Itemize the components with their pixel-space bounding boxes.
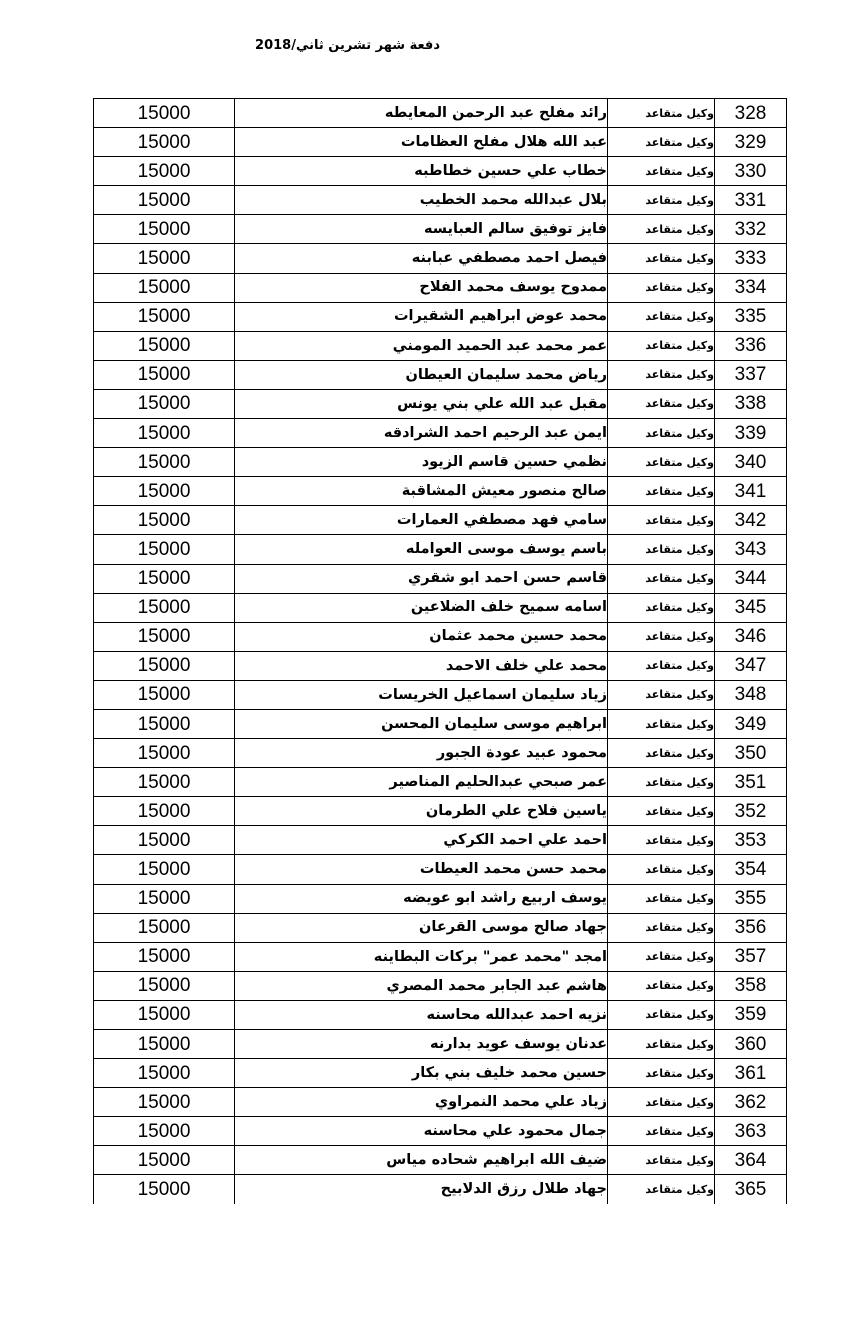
serial-number-cell: 337 [715, 360, 787, 389]
amount-cell: 15000 [94, 680, 235, 709]
rank-cell: وكيل متقاعد [608, 942, 715, 971]
table-row [94, 273, 787, 302]
name-cell: حسين محمد خليف بني بكار [235, 1059, 608, 1088]
rank-cell: وكيل متقاعد [608, 389, 715, 418]
name-cell: اسامه سميح خلف الضلاعين [235, 593, 608, 622]
name-cell: ضيف الله ابراهيم شحاده مياس [235, 1146, 608, 1175]
rank-cell: وكيل متقاعد [608, 971, 715, 1000]
name-cell: صالح منصور معيش المشاقبة [235, 477, 608, 506]
rank-cell: وكيل متقاعد [608, 564, 715, 593]
name-cell: رياض محمد سليمان العيطان [235, 360, 608, 389]
name-cell: محمد حسن محمد العيطات [235, 855, 608, 884]
table-row [94, 1175, 787, 1204]
serial-number-cell: 340 [715, 448, 787, 477]
name-cell: باسم يوسف موسى العوامله [235, 535, 608, 564]
payroll-table [93, 98, 787, 1204]
name-cell: ايمن عبد الرحيم احمد الشرادقه [235, 419, 608, 448]
rank-cell: وكيل متقاعد [608, 360, 715, 389]
amount-cell: 15000 [94, 942, 235, 971]
rank-cell: وكيل متقاعد [608, 709, 715, 738]
rank-cell: وكيل متقاعد [608, 1088, 715, 1117]
amount-cell: 15000 [94, 768, 235, 797]
rank-cell: وكيل متقاعد [608, 913, 715, 942]
serial-number-cell: 362 [715, 1088, 787, 1117]
serial-number-cell: 350 [715, 739, 787, 768]
name-cell: محمد حسين محمد عثمان [235, 622, 608, 651]
name-cell: فايز توفيق سالم العبايسه [235, 215, 608, 244]
table-row [94, 739, 787, 768]
name-cell: نزيه احمد عبدالله محاسنه [235, 1000, 608, 1029]
rank-cell: وكيل متقاعد [608, 855, 715, 884]
table-row [94, 884, 787, 913]
amount-cell: 15000 [94, 215, 235, 244]
table-row [94, 1030, 787, 1059]
table-row [94, 855, 787, 884]
amount-cell: 15000 [94, 651, 235, 680]
amount-cell: 15000 [94, 535, 235, 564]
name-cell: ممدوح يوسف محمد الفلاح [235, 273, 608, 302]
rank-cell: وكيل متقاعد [608, 593, 715, 622]
name-cell: جمال محمود علي محاسنه [235, 1117, 608, 1146]
rank-cell: وكيل متقاعد [608, 302, 715, 331]
amount-cell: 15000 [94, 1030, 235, 1059]
rank-cell: وكيل متقاعد [608, 157, 715, 186]
table-row [94, 826, 787, 855]
rank-cell: وكيل متقاعد [608, 477, 715, 506]
serial-number-cell: 357 [715, 942, 787, 971]
rank-cell: وكيل متقاعد [608, 1146, 715, 1175]
rank-cell: وكيل متقاعد [608, 506, 715, 535]
serial-number-cell: 338 [715, 389, 787, 418]
table-row [94, 709, 787, 738]
amount-cell: 15000 [94, 855, 235, 884]
serial-number-cell: 353 [715, 826, 787, 855]
rank-cell: وكيل متقاعد [608, 273, 715, 302]
rank-cell: وكيل متقاعد [608, 128, 715, 157]
amount-cell: 15000 [94, 1088, 235, 1117]
rank-cell: وكيل متقاعد [608, 331, 715, 360]
amount-cell: 15000 [94, 273, 235, 302]
serial-number-cell: 363 [715, 1117, 787, 1146]
rank-cell: وكيل متقاعد [608, 419, 715, 448]
rank-cell: وكيل متقاعد [608, 884, 715, 913]
rank-cell: وكيل متقاعد [608, 535, 715, 564]
amount-cell: 15000 [94, 1175, 235, 1204]
name-cell: جهاد صالح موسى القرعان [235, 913, 608, 942]
serial-number-cell: 341 [715, 477, 787, 506]
rank-cell: وكيل متقاعد [608, 1000, 715, 1029]
amount-cell: 15000 [94, 302, 235, 331]
name-cell: هاشم عبد الجابر محمد المصري [235, 971, 608, 1000]
amount-cell: 15000 [94, 128, 235, 157]
table-row [94, 535, 787, 564]
amount-cell: 15000 [94, 477, 235, 506]
table-row [94, 913, 787, 942]
rank-cell: وكيل متقاعد [608, 215, 715, 244]
serial-number-cell: 339 [715, 419, 787, 448]
table-row [94, 768, 787, 797]
table-row [94, 448, 787, 477]
serial-number-cell: 342 [715, 506, 787, 535]
rank-cell: وكيل متقاعد [608, 99, 715, 128]
serial-number-cell: 347 [715, 651, 787, 680]
amount-cell: 15000 [94, 709, 235, 738]
serial-number-cell: 352 [715, 797, 787, 826]
serial-number-cell: 345 [715, 593, 787, 622]
name-cell: عبد الله هلال مفلح العظامات [235, 128, 608, 157]
name-cell: نظمي حسين قاسم الزيود [235, 448, 608, 477]
amount-cell: 15000 [94, 826, 235, 855]
serial-number-cell: 333 [715, 244, 787, 273]
table-row [94, 564, 787, 593]
table-row [94, 593, 787, 622]
amount-cell: 15000 [94, 244, 235, 273]
table-row [94, 1000, 787, 1029]
name-cell: عمر محمد عبد الحميد المومني [235, 331, 608, 360]
rank-cell: وكيل متقاعد [608, 680, 715, 709]
table-row [94, 797, 787, 826]
serial-number-cell: 334 [715, 273, 787, 302]
serial-number-cell: 364 [715, 1146, 787, 1175]
name-cell: عدنان يوسف عويد بدارنه [235, 1030, 608, 1059]
rank-cell: وكيل متقاعد [608, 797, 715, 826]
table-row [94, 651, 787, 680]
table-row [94, 215, 787, 244]
serial-number-cell: 329 [715, 128, 787, 157]
name-cell: جهاد طلال رزق الدلابيح [235, 1175, 608, 1204]
serial-number-cell: 351 [715, 768, 787, 797]
amount-cell: 15000 [94, 971, 235, 1000]
amount-cell: 15000 [94, 593, 235, 622]
serial-number-cell: 330 [715, 157, 787, 186]
table-row [94, 128, 787, 157]
table-row [94, 1146, 787, 1175]
table-row [94, 1059, 787, 1088]
rank-cell: وكيل متقاعد [608, 651, 715, 680]
serial-number-cell: 335 [715, 302, 787, 331]
rank-cell: وكيل متقاعد [608, 1030, 715, 1059]
table-row [94, 622, 787, 651]
name-cell: امجد "محمد عمر" بركات البطاينه [235, 942, 608, 971]
amount-cell: 15000 [94, 331, 235, 360]
rank-cell: وكيل متقاعد [608, 448, 715, 477]
serial-number-cell: 356 [715, 913, 787, 942]
rank-cell: وكيل متقاعد [608, 768, 715, 797]
rank-cell: وكيل متقاعد [608, 826, 715, 855]
table-row [94, 680, 787, 709]
table-row [94, 389, 787, 418]
serial-number-cell: 332 [715, 215, 787, 244]
table-row [94, 1117, 787, 1146]
table-row [94, 302, 787, 331]
name-cell: خطاب علي حسين خطاطبه [235, 157, 608, 186]
name-cell: رائد مفلح عبد الرحمن المعايطه [235, 99, 608, 128]
serial-number-cell: 344 [715, 564, 787, 593]
amount-cell: 15000 [94, 1117, 235, 1146]
name-cell: ياسين فلاح علي الطرمان [235, 797, 608, 826]
name-cell: زياد سليمان اسماعيل الخريسات [235, 680, 608, 709]
serial-number-cell: 359 [715, 1000, 787, 1029]
name-cell: سامي فهد مصطفي العمارات [235, 506, 608, 535]
amount-cell: 15000 [94, 564, 235, 593]
rank-cell: وكيل متقاعد [608, 1175, 715, 1204]
document-title: دفعة شهر تشرين ثاني/2018 [255, 38, 440, 53]
name-cell: قاسم حسن احمد ابو شقري [235, 564, 608, 593]
table-row [94, 244, 787, 273]
serial-number-cell: 358 [715, 971, 787, 1000]
amount-cell: 15000 [94, 360, 235, 389]
name-cell: ابراهيم موسى سليمان المحسن [235, 709, 608, 738]
amount-cell: 15000 [94, 797, 235, 826]
rank-cell: وكيل متقاعد [608, 739, 715, 768]
amount-cell: 15000 [94, 186, 235, 215]
amount-cell: 15000 [94, 622, 235, 651]
amount-cell: 15000 [94, 157, 235, 186]
amount-cell: 15000 [94, 99, 235, 128]
serial-number-cell: 361 [715, 1059, 787, 1088]
amount-cell: 15000 [94, 389, 235, 418]
name-cell: فيصل احمد مصطفي عبابنه [235, 244, 608, 273]
amount-cell: 15000 [94, 884, 235, 913]
rank-cell: وكيل متقاعد [608, 186, 715, 215]
table-row [94, 419, 787, 448]
amount-cell: 15000 [94, 1000, 235, 1029]
table-row [94, 971, 787, 1000]
table-row [94, 477, 787, 506]
serial-number-cell: 331 [715, 186, 787, 215]
name-cell: احمد علي احمد الكركي [235, 826, 608, 855]
name-cell: عمر صبحي عبدالحليم المناصير [235, 768, 608, 797]
amount-cell: 15000 [94, 1059, 235, 1088]
serial-number-cell: 354 [715, 855, 787, 884]
serial-number-cell: 328 [715, 99, 787, 128]
table-row [94, 99, 787, 128]
name-cell: يوسف اربيع راشد ابو عويضه [235, 884, 608, 913]
table-row [94, 1088, 787, 1117]
table-row [94, 360, 787, 389]
name-cell: محمد علي خلف الاحمد [235, 651, 608, 680]
name-cell: محمود عبيد عودة الجبور [235, 739, 608, 768]
name-cell: محمد عوض ابراهيم الشقيرات [235, 302, 608, 331]
rank-cell: وكيل متقاعد [608, 244, 715, 273]
payroll-table-body [94, 99, 787, 1204]
amount-cell: 15000 [94, 913, 235, 942]
rank-cell: وكيل متقاعد [608, 1059, 715, 1088]
amount-cell: 15000 [94, 419, 235, 448]
table-row [94, 186, 787, 215]
serial-number-cell: 343 [715, 535, 787, 564]
amount-cell: 15000 [94, 448, 235, 477]
rank-cell: وكيل متقاعد [608, 622, 715, 651]
serial-number-cell: 365 [715, 1175, 787, 1204]
table-row [94, 157, 787, 186]
amount-cell: 15000 [94, 1146, 235, 1175]
rank-cell: وكيل متقاعد [608, 1117, 715, 1146]
table-row [94, 506, 787, 535]
serial-number-cell: 336 [715, 331, 787, 360]
serial-number-cell: 360 [715, 1030, 787, 1059]
table-row [94, 942, 787, 971]
name-cell: مقبل عبد الله علي بني يونس [235, 389, 608, 418]
serial-number-cell: 346 [715, 622, 787, 651]
amount-cell: 15000 [94, 506, 235, 535]
serial-number-cell: 348 [715, 680, 787, 709]
name-cell: بلال عبدالله محمد الخطيب [235, 186, 608, 215]
name-cell: زياد علي محمد النمراوي [235, 1088, 608, 1117]
table-row [94, 331, 787, 360]
serial-number-cell: 349 [715, 709, 787, 738]
amount-cell: 15000 [94, 739, 235, 768]
serial-number-cell: 355 [715, 884, 787, 913]
